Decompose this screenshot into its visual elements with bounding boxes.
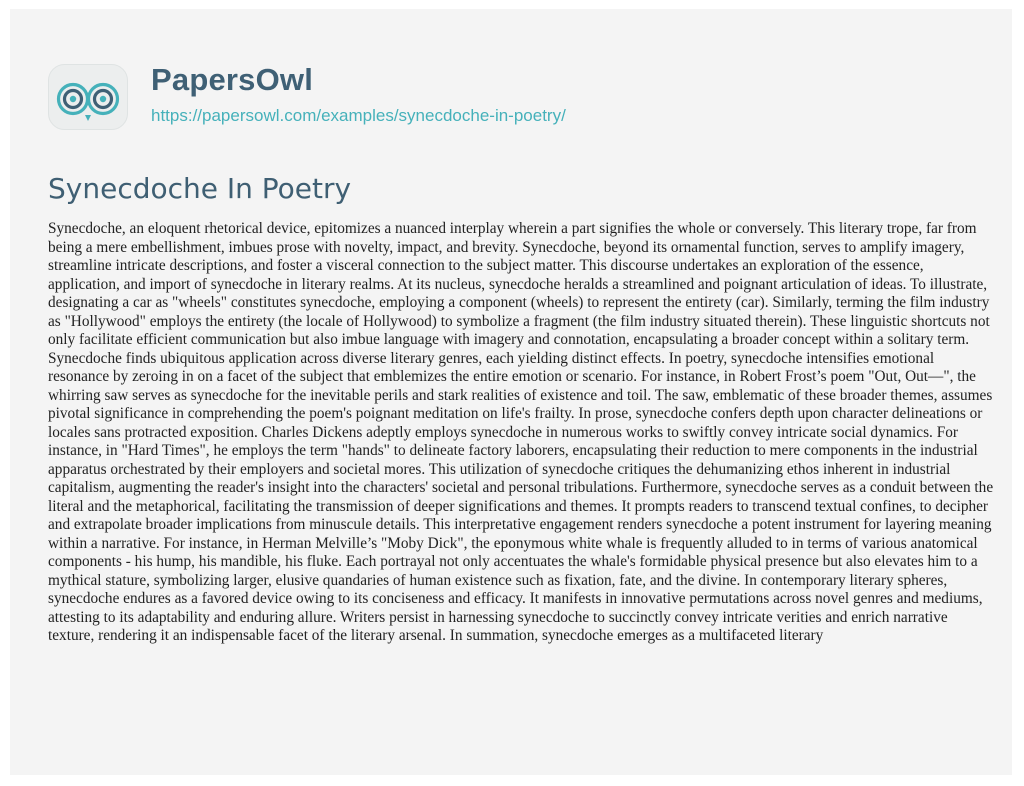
source-url-link[interactable]: https://papersowl.com/examples/synecdoche-in-poetry/	[151, 106, 566, 125]
essay-body: Synecdoche, an eloquent rhetorical device, epitomizes a nuanced interplay wherein a part signifies the whole or conversely. This literary trope, far from being a mere embellishment, imbues prose with novelty, impact, and brevity. Synecdoche, beyond its ornamental function, serves to amplify imagery, streamline intricate descriptions, and foster a visceral connection to the subject matter. This discourse undertakes an exploration of the essence, application, and import of synecdoche in literary realms. At its nucleus, synecdoche heralds a streamlined and poignant articulation of ideas. To illustrate, designating a car as "wheels" constitutes synecdoche, employing a component (wheels) to represent the entirety (car). Similarly, terming the film industry as "Hollywood" employs the entirety (the locale of Hollywood) to symbolize a fragment (the film industry situated therein). These linguistic shortcuts not only facilitate efficient communication but also imbue language with imagery and connotation, encapsulating a broader concept within a solitary term. Synecdoche finds ubiquitous application across diverse literary genres, each yielding distinct effects. In poetry, synecdoche intensifies emotional resonance by zeroing in on a facet of the subject that emblemizes the entire emotion or scenario. For instance, in Robert Frost’s poem "Out, Out—", the whirring saw serves as synecdoche for the inevitable perils and stark realities of existence and toil. The saw, emblematic of these broader themes, assumes pivotal significance in comprehending the poem's poignant meditation on life's frailty. In prose, synecdoche confers depth upon character delineations or locales sans protracted exposition. Charles Dickens adeptly employs synecdoche in numerous works to swiftly convey intricate social dynamics. For instance, in "Hard Times", he employs the term "hands" to delineate factory laborers, encapsulating their reduction to mere components in the industrial apparatus orchestrated by their employers and societal mores. This utilization of synecdoche critiques the dehumanizing ethos inherent in industrial capitalism, augmenting the reader's insight into the characters' societal and personal tribulations. Furthermore, synecdoche serves as a conduit between the literal and the metaphorical, facilitating the transmission of deeper significations and themes. It prompts readers to transcend textual confines, to decipher and extrapolate broader implications from minuscule details. This interpretative engagement renders synecdoche a potent instrument for layering meaning within a narrative. For instance, in Herman Melville’s "Moby Dick", the eponymous white whale is frequently alluded to in terms of various anatomical components - his hump, his mandible, his fluke. Each portrayal not only accentuates the whale's formidable physical presence but also elevates him to a mythical stature, symbolizing larger, elusive quandaries of human existence such as fixation, fate, and the divine. In contemporary literary spheres, synecdoche endures as a favored device owing to its conciseness and efficacy. It manifests in innovative permutations across novel genres and mediums, attesting to its adaptability and enduring allure. Writers persist in harnessing synecdoche to succinctly convey intricate verities and enrich narrative texture, rendering it an indispensable facet of the literary arsenal. In summation, synecdoche emerges as a multifaceted literary	[48, 220, 994, 644]
page-title: Synecdoche In Poetry	[48, 172, 352, 205]
brand-name: PapersOwl	[151, 62, 314, 97]
owl-eyes-logo-icon	[48, 64, 128, 130]
